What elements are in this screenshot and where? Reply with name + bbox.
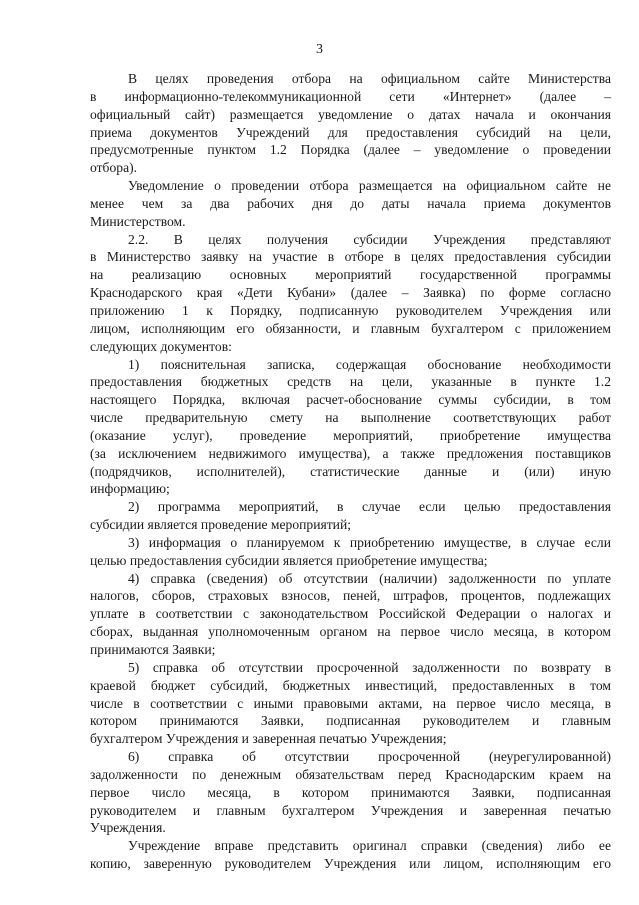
body-text xyxy=(90,70,611,873)
text-line: приложению 1 к Порядку, подписанную руководителем Учреждения или xyxy=(90,302,611,318)
text-line: в информационно-телекоммуникационной сети «Интернет» (далее – xyxy=(90,88,611,104)
text-line: задолженности по денежным обязательствам перед Краснодарским краем на xyxy=(90,766,611,782)
text-line: налогов, сборов, страховых взносов, пеней, штрафов, процентов, подлежащих xyxy=(90,588,611,604)
text-line: В целях проведения отбора на официальном сайте Министерства xyxy=(128,71,611,86)
text-line: менее чем за два рабочих дня до даты начала приема документов xyxy=(90,195,611,211)
page-number: 3 xyxy=(316,42,323,57)
text-line: лицом, исполняющим его обязанности, и главным бухгалтером с приложением xyxy=(90,320,611,336)
text-line: субсидии является проведение мероприятий; xyxy=(90,517,352,533)
text-line: на реализацию основных мероприятий государственной программы xyxy=(90,267,611,283)
text-line: 3) информация о планируемом к приобретению имуществе, в случае если xyxy=(128,534,611,550)
text-line: первое число месяца, в котором принимаются Заявки, подписанная xyxy=(90,784,611,800)
text-line: информацию; xyxy=(90,481,170,497)
text-line: краевой бюджет субсидий, бюджетных инвестиций, предоставленных в том xyxy=(90,677,611,693)
text-line: 2.2. В целях получения субсидии Учреждения представляют xyxy=(128,231,611,247)
text-line: 5) справка об отсутствии просроченной задолженности по возврату в xyxy=(128,659,611,675)
text-line: Уведомление о проведении отбора размещается на официальном сайте не xyxy=(128,178,611,194)
text-line: целью предоставления субсидии является приобретение имущества; xyxy=(90,552,488,568)
text-line: (за исключением недвижимого имущества), а также предложения поставщиков xyxy=(90,445,611,461)
text-line: числе предварительную смету на выполнение соответствующих работ xyxy=(90,410,611,426)
text-line: 6) справка об отсутствии просроченной (неурегулированной) xyxy=(128,749,611,765)
text-line: предусмотренные пунктом 1.2 Порядка (далее – уведомление о проведении xyxy=(90,142,611,158)
text-line: бухгалтером Учреждения и заверенная печатью Учреждения; xyxy=(90,731,447,747)
text-line: сборах, выданная уполномоченным органом на первое число месяца, в котором xyxy=(90,624,611,640)
text-line: приема документов Учреждений для предоставления субсидий на цели, xyxy=(90,124,611,140)
text-line: руководителем и главным бухгалтером Учреждения и заверенная печатью xyxy=(90,802,611,818)
text-line: уплате в соответствии с законодательством Российской Федерации о налогах и xyxy=(90,606,611,622)
text-line: котором принимаются Заявки, подписанная руководителем и главным xyxy=(90,713,611,729)
text-line: Министерством. xyxy=(90,213,186,229)
text-line: следующих документов: xyxy=(90,338,232,354)
text-line: 1) пояснительная записка, содержащая обоснование необходимости xyxy=(128,356,611,372)
text-line: предоставления бюджетных средств на цели, указанные в пункте 1.2 xyxy=(90,374,611,390)
text-line: официальный сайт) размещается уведомление о датах начала и окончания xyxy=(90,106,611,122)
text-line: числе в соответствии с иными правовыми актами, на первое число месяца, в xyxy=(90,695,611,711)
text-line: принимаются Заявки; xyxy=(90,642,216,657)
text-line: 2) программа мероприятий, в случае если целью предоставления xyxy=(128,499,611,515)
text-line: копию, заверенную руководителем Учреждения или лицом, исполняющим его xyxy=(90,856,611,872)
text-line: (подрядчиков, исполнителей), статистические данные и (или) иную xyxy=(90,463,611,479)
text-line: 4) справка (сведения) об отсутствии (наличии) задолженности по уплате xyxy=(128,570,611,586)
text-line: отбора). xyxy=(90,160,138,176)
text-line: (оказание услуг), проведение мероприятий, приобретение имущества xyxy=(90,427,611,443)
text-line: Учреждения. xyxy=(90,820,166,836)
text-line: в Министерство заявку на участие в отборе в целях предоставления субсидии xyxy=(90,249,611,265)
text-line: настоящего Порядка, включая расчет-обоснование суммы субсидии, в том xyxy=(90,392,611,408)
text-line: Учреждение вправе представить оригинал справки (сведения) либо ее xyxy=(128,838,611,854)
text-line: Краснодарского края «Дети Кубани» (далее – Заявка) по форме согласно xyxy=(90,285,611,301)
